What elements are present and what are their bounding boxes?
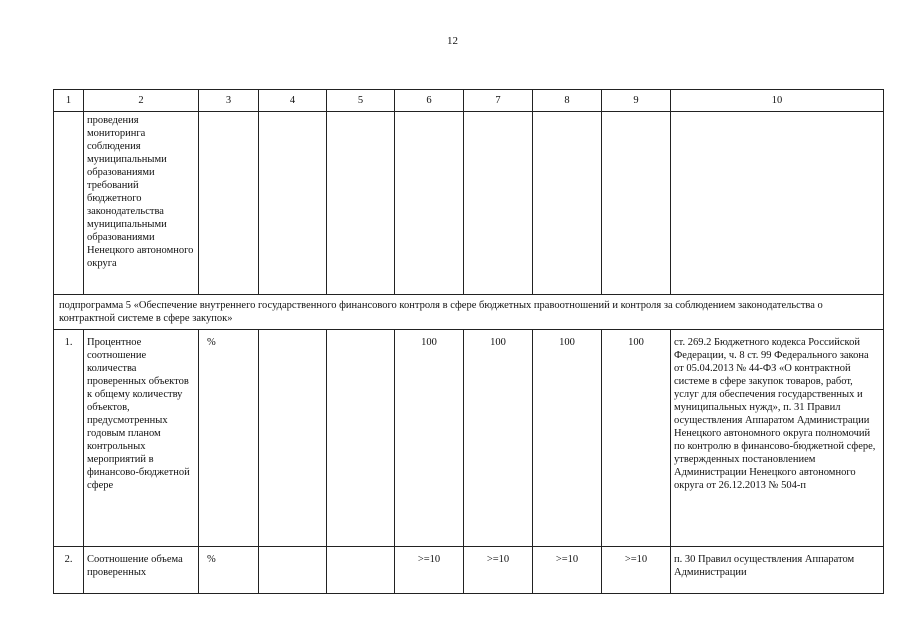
column-header: 4	[259, 90, 327, 112]
column-header: 9	[602, 90, 671, 112]
continuation-row	[54, 112, 884, 295]
page-number: 12	[447, 35, 458, 47]
value-cell	[259, 330, 327, 547]
table-row	[54, 330, 884, 547]
value-cell: >=10	[602, 547, 671, 594]
legal-basis: ст. 269.2 Бюджетного кодекса Российской Федерации, ч. 8 ст. 99 Федерального закона от 05.04.2013 № 44-ФЗ «О контрактной системе в сфере закупок товаров, работ, услуг для обеспечения государственных и муниципальных нужд», п. 31 Правил осуществления Аппаратом Администрации Ненецкого автономного округа полномочий по контролю в финансово-бюджетной сфере, утвержденных постановлением Администрации Ненецкого автономного округа от 26.12.2013 № 504-п	[671, 330, 884, 547]
column-header: 1	[54, 90, 84, 112]
value-cell	[327, 547, 395, 594]
value-cell: 100	[602, 330, 671, 547]
value-cell: >=10	[464, 547, 533, 594]
column-header: 5	[327, 90, 395, 112]
indicator-name: Процентное соотношение количества проверенных объектов к общему количеству объектов, предусмотренных годовым планом контрольных мероприятий в финансово-бюджетной сфере	[84, 330, 199, 547]
subprogram-title: подпрограмма 5 «Обеспечение внутреннего государственного финансового контроля в сфере бюджетных правоотношений и контроля за соблюдением законодательства о контрактной системе в сфере закупок»	[54, 295, 884, 330]
value-cell: 100	[464, 330, 533, 547]
unit-cell: %	[199, 330, 259, 547]
table-header-row	[54, 90, 884, 112]
subprogram-row	[54, 295, 884, 330]
unit-cell: %	[199, 547, 259, 594]
value-cell	[327, 330, 395, 547]
value-cell: >=10	[533, 547, 602, 594]
value-cell: >=10	[395, 547, 464, 594]
column-header: 3	[199, 90, 259, 112]
column-header: 6	[395, 90, 464, 112]
value-cell: 100	[395, 330, 464, 547]
column-header: 2	[84, 90, 199, 112]
value-cell	[259, 547, 327, 594]
indicators-table	[53, 89, 884, 594]
legal-basis: п. 30 Правил осуществления Аппаратом Администрации	[671, 547, 884, 594]
value-cell: 100	[533, 330, 602, 547]
row-index: 1.	[54, 330, 84, 547]
column-header: 8	[533, 90, 602, 112]
table-row	[54, 547, 884, 594]
column-header: 10	[671, 90, 884, 112]
indicator-name: Соотношение объема проверенных	[84, 547, 199, 594]
row-index: 2.	[54, 547, 84, 594]
column-header: 7	[464, 90, 533, 112]
indicator-name: проведения мониторинга соблюдения муниципальными образованиями требований бюджетного законодательства муниципальными образованиями Ненецкого автономного округа	[84, 112, 199, 295]
